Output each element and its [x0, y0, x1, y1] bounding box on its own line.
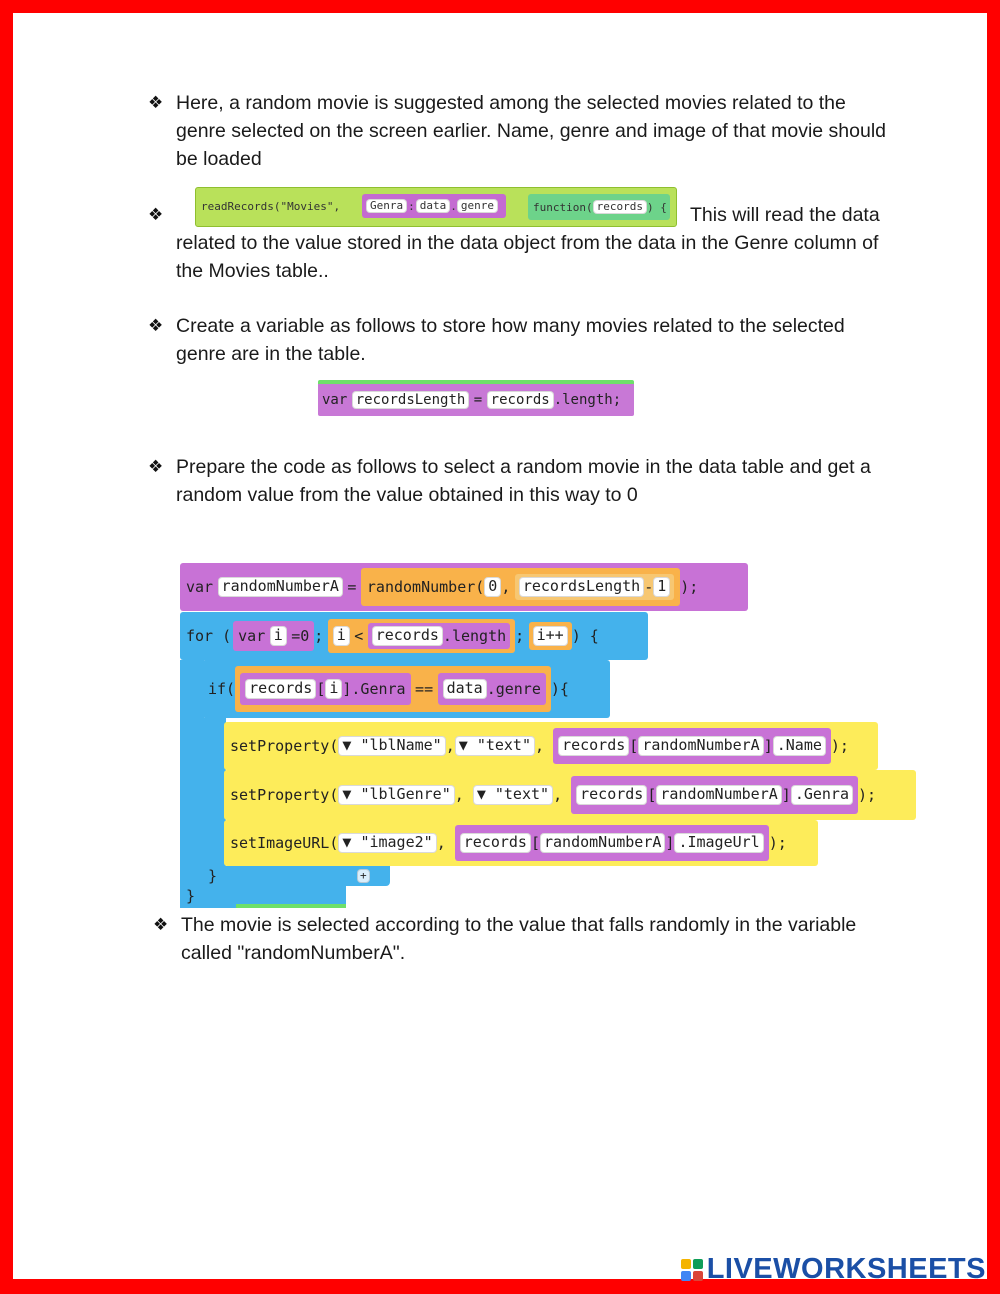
- length-property: .length: [553, 392, 613, 408]
- set-property-name-line: setProperty( ▼ "lblName" , ▼ "text" , records [ randomNumberA ] .Name );: [224, 722, 878, 770]
- bullet-item-3: [148, 312, 888, 368]
- name-property: .Name: [773, 736, 826, 755]
- next-connector: [236, 904, 346, 908]
- if-keyword: if(: [208, 680, 236, 698]
- set-property-fn: setProperty(: [230, 786, 339, 804]
- increment-pill: i++: [533, 626, 568, 645]
- bullet-diamond-icon: ❖: [148, 93, 164, 112]
- zero-pill: 0: [484, 577, 501, 596]
- records-pill: records: [372, 626, 443, 645]
- for-loop-body-bar: [180, 660, 204, 908]
- bullet-text-5: The movie is selected according to the value that falls randomly in the variable called "randomNumberA".: [181, 914, 857, 964]
- records-image-expr: records [ randomNumberA ] .ImageUrl: [455, 825, 769, 861]
- var-keyword: var: [186, 578, 214, 596]
- set-property-genre-line: setProperty( ▼ "lblGenre" , ▼ "text" , records [ randomNumberA ] .Genra );: [224, 770, 916, 820]
- for-keyword: for (: [186, 627, 232, 645]
- line5-close: );: [858, 786, 877, 804]
- for-close-brace: }: [186, 887, 196, 905]
- records-genra-name-expr: records [ randomNumberA ] .Genra: [571, 776, 858, 814]
- for-open-brace: ) {: [571, 627, 599, 645]
- equals-sign: =: [473, 392, 483, 408]
- i-pill: i: [270, 626, 287, 645]
- semicolon: ;: [314, 627, 324, 645]
- bullet-item-5: [153, 911, 893, 967]
- line4-close: );: [830, 737, 849, 755]
- random-number-a-pill: randomNumberA: [218, 577, 343, 596]
- if-footer: [202, 866, 390, 886]
- for-header-contents: [186, 616, 646, 656]
- one-pill: 1: [653, 577, 670, 596]
- comma: ,: [501, 578, 511, 596]
- for-init-block: [233, 621, 314, 651]
- var-keyword: var: [238, 627, 266, 645]
- if-close-brace: }: [208, 867, 218, 885]
- records-length-expr: [368, 623, 510, 648]
- records-pill: records: [460, 833, 531, 852]
- semicolon: ;: [515, 627, 525, 645]
- random-number-a-pill: randomNumberA: [540, 833, 665, 852]
- if-condition-block: [235, 666, 551, 712]
- random-number-fn: randomNumber(: [366, 578, 485, 596]
- genra-property: .Genra: [791, 785, 853, 804]
- if-header-contents: [208, 664, 608, 714]
- function-keyword: function(: [533, 200, 593, 214]
- records-pill: records: [487, 391, 554, 409]
- add-else-button[interactable]: +: [357, 869, 370, 884]
- random-number-var-line: [180, 563, 748, 611]
- genra-property: .Genra: [351, 680, 406, 698]
- genre-pill: genre: [457, 199, 498, 214]
- minus-sign: -: [644, 578, 654, 596]
- init-zero: =0: [291, 627, 310, 645]
- bullet-diamond-icon: ❖: [153, 915, 169, 934]
- records-length-minus-one: [515, 574, 674, 599]
- text-dropdown[interactable]: ▼ "text": [455, 736, 535, 755]
- lblgenre-dropdown[interactable]: ▼ "lblGenre": [338, 785, 454, 804]
- semicolon: ;: [612, 392, 622, 408]
- bullet-item-4: [148, 453, 888, 509]
- equality-operator: ==: [415, 680, 434, 698]
- random-number-a-pill: randomNumberA: [656, 785, 781, 804]
- bullet-diamond-icon: ❖: [148, 457, 164, 476]
- if-body-bar: [202, 718, 226, 884]
- records-length-code-block: [318, 380, 634, 416]
- records-name-expr: records [ randomNumberA ] .Name: [553, 728, 831, 764]
- text-dropdown[interactable]: ▼ "text": [473, 785, 553, 804]
- records-pill: records: [558, 736, 629, 755]
- read-records-call: readRecords("Movies",: [201, 200, 341, 213]
- set-image-url-fn: setImageURL(: [230, 834, 339, 852]
- equals-sign: =: [347, 578, 357, 596]
- var-keyword: var: [322, 392, 348, 408]
- less-than: <: [354, 627, 364, 645]
- lblname-dropdown[interactable]: ▼ "lblName": [338, 736, 445, 755]
- line1-close: );: [680, 578, 699, 596]
- for-condition-block: [328, 619, 515, 653]
- bullet-diamond-icon: ❖: [148, 316, 164, 335]
- for-increment-block: [529, 622, 572, 650]
- logo-wordmark: LIVEWORKSHEETS: [706, 1253, 986, 1285]
- text-arg: "text": [494, 785, 550, 804]
- function-close: ) {: [646, 200, 667, 214]
- set-property-fn: setProperty(: [230, 737, 339, 755]
- bullet-text-4: Prepare the code as follows to select a random movie in the data table and get a random value from the value obtained in this way to 0: [176, 456, 871, 506]
- random-number-a-pill: randomNumberA: [638, 736, 763, 755]
- bullet-item-1: [148, 89, 888, 173]
- records-pill: records: [576, 785, 647, 804]
- set-image-url-line: setImageURL( ▼ "image2" , records [ randomNumberA ] .ImageUrl );: [224, 820, 818, 866]
- genra-filter-block: Genra : data . genre: [362, 194, 506, 218]
- data-pill: data: [416, 199, 451, 214]
- image2-arg: "image2": [360, 833, 433, 852]
- if-open-brace: ){: [550, 680, 569, 698]
- bullet-text-2-wrap: [148, 201, 888, 285]
- logo-squares-icon: [681, 1259, 703, 1281]
- lblname-arg: "lblName": [360, 736, 442, 755]
- text-arg: "text": [476, 736, 531, 755]
- liveworksheets-logo: [681, 1253, 986, 1286]
- bullet-text-1: Here, a random movie is suggested among the selected movies related to the genre selected on the screen earlier. Name, genre and image of that movie should be loaded: [176, 92, 887, 170]
- variable-name-pill: recordsLength: [352, 391, 470, 409]
- records-param-pill: records: [593, 200, 647, 215]
- data-genre-expr: [438, 673, 546, 705]
- length-property: .length: [442, 627, 507, 645]
- image-url-property: .ImageUrl: [674, 833, 763, 852]
- genre-property: .genre: [486, 680, 541, 698]
- records-length-pill: recordsLength: [519, 577, 644, 596]
- bullet-text-2: This will read the data related to the value stored in the data object from the data in the Genre column of the Movies table..: [176, 204, 880, 282]
- i-pill: i: [325, 679, 342, 698]
- image2-dropdown[interactable]: ▼ "image2": [338, 833, 436, 852]
- data-pill: data: [443, 679, 487, 698]
- lblgenre-arg: "lblGenre": [360, 785, 451, 804]
- bullet-text-3: Create a variable as follows to store how many movies related to the selected genre are in the table.: [176, 315, 845, 365]
- records-pill: records: [245, 679, 316, 698]
- bullet-diamond-icon: ❖: [148, 205, 164, 224]
- random-number-call: [361, 568, 680, 606]
- genra-pill: Genra: [366, 199, 407, 214]
- i-pill: i: [333, 626, 350, 645]
- line6-close: );: [768, 834, 787, 852]
- records-genra-expr: records [ i ] .Genra: [240, 673, 411, 705]
